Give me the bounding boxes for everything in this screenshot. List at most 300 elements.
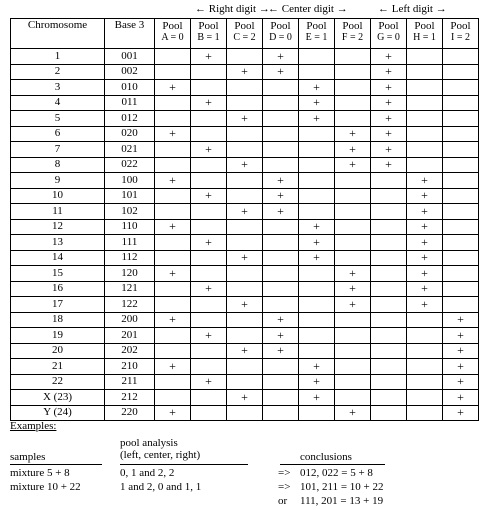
pool-cell [443, 111, 479, 127]
pool-cell [407, 142, 443, 158]
pool-cell [371, 312, 407, 328]
pool-mark: + [227, 343, 263, 359]
table-row [11, 219, 479, 235]
table-row [11, 405, 479, 421]
pool-cell [155, 343, 191, 359]
pool-mark: + [191, 328, 227, 344]
pool-cell [407, 49, 443, 65]
pool-cell [371, 188, 407, 204]
pool-cell [443, 173, 479, 189]
pool-cell [335, 343, 371, 359]
chromosome-cell: 5 [11, 111, 105, 127]
column-header-base3: Base 3 [105, 19, 155, 49]
pool-mark: + [371, 142, 407, 158]
pool-mark: + [191, 374, 227, 390]
pool-cell [155, 49, 191, 65]
pool-cell [299, 297, 335, 313]
pool-cell [371, 266, 407, 282]
pool-header [443, 19, 479, 49]
pool-cell [407, 95, 443, 111]
pool-mark: + [299, 374, 335, 390]
pool-cell [335, 49, 371, 65]
chromosome-cell: 14 [11, 250, 105, 266]
pool-cell [407, 343, 443, 359]
pool-cell [371, 281, 407, 297]
pool-header [407, 19, 443, 49]
base3-cell: 112 [105, 250, 155, 266]
pool-cell [155, 390, 191, 406]
pool-cell [263, 111, 299, 127]
pool-header [191, 19, 227, 49]
pool-cell [155, 142, 191, 158]
pool-cell [299, 266, 335, 282]
pool-cell [227, 374, 263, 390]
pool-title: Pool [306, 20, 327, 32]
pool-cell [263, 80, 299, 96]
base3-cell: 210 [105, 359, 155, 375]
pool-cell [443, 126, 479, 142]
pool-cell [263, 266, 299, 282]
table-row [11, 173, 479, 189]
pool-cell [335, 188, 371, 204]
chromosome-cell: X (23) [11, 390, 105, 406]
pool-mark: + [263, 64, 299, 80]
pool-cell [443, 219, 479, 235]
pool-cell [299, 142, 335, 158]
pool-cell [299, 328, 335, 344]
pool-cell [299, 281, 335, 297]
pool-mark: + [155, 219, 191, 235]
base3-cell: 202 [105, 343, 155, 359]
pool-mark: + [335, 142, 371, 158]
table-row [11, 80, 479, 96]
pool-title: Pool [342, 20, 363, 32]
pool-cell [191, 80, 227, 96]
pool-cell [407, 111, 443, 127]
pool-header [155, 19, 191, 49]
pool-cell [371, 297, 407, 313]
pool-analysis-underline [120, 464, 248, 465]
chromosome-cell: 2 [11, 64, 105, 80]
pool-cell [407, 390, 443, 406]
pool-cell [443, 204, 479, 220]
table-row [11, 64, 479, 80]
pool-mark: + [227, 157, 263, 173]
chromosome-cell: 19 [11, 328, 105, 344]
pool-title: Pool [234, 20, 255, 32]
pool-mark: + [155, 359, 191, 375]
pool-label: C = 2 [233, 32, 256, 43]
pool-analysis-header: pool analysis [120, 437, 178, 449]
pool-cell [191, 405, 227, 421]
pool-cell [263, 219, 299, 235]
chromosome-cell: 11 [11, 204, 105, 220]
pool-mark: + [407, 204, 443, 220]
column-header-chromosome: Chromosome [11, 19, 105, 49]
pool-mark: + [155, 312, 191, 328]
pool-mark: + [191, 281, 227, 297]
pool-cell [335, 312, 371, 328]
table-row [11, 111, 479, 127]
pool-mark: + [227, 111, 263, 127]
base3-cell: 110 [105, 219, 155, 235]
pool-mark: + [443, 359, 479, 375]
pool-cell [227, 266, 263, 282]
pool-cell [371, 235, 407, 251]
table-row [11, 95, 479, 111]
left-digit-header: ← Left digit → [378, 3, 447, 15]
pool-mark: + [407, 266, 443, 282]
pool-cell [263, 250, 299, 266]
pool-mark: + [443, 343, 479, 359]
pool-cell [263, 359, 299, 375]
pool-cell [227, 49, 263, 65]
base3-cell: 220 [105, 405, 155, 421]
pool-mark: + [407, 188, 443, 204]
pool-cell [191, 250, 227, 266]
pool-label: A = 0 [161, 32, 184, 43]
pool-cell [407, 80, 443, 96]
pool-cell [371, 359, 407, 375]
pool-mark: + [299, 95, 335, 111]
pool-mark: + [191, 142, 227, 158]
pool-mark: + [371, 80, 407, 96]
pool-mark: + [443, 374, 479, 390]
example-arrow: or [278, 495, 288, 507]
example-conclusion: 111, 201 = 13 + 19 [300, 495, 384, 507]
pool-cell [371, 204, 407, 220]
pool-cell [299, 49, 335, 65]
pool-cell [443, 188, 479, 204]
pool-cell [299, 343, 335, 359]
pool-cell [407, 374, 443, 390]
base3-cell: 111 [105, 235, 155, 251]
example-arrow: => [278, 481, 291, 493]
base3-cell: 012 [105, 111, 155, 127]
pool-cell [227, 80, 263, 96]
pool-mark: + [407, 297, 443, 313]
pool-cell [227, 281, 263, 297]
pool-mark: + [407, 281, 443, 297]
pool-header [227, 19, 263, 49]
chromosome-cell: 6 [11, 126, 105, 142]
chromosome-cell: 20 [11, 343, 105, 359]
center-digit-header: ← Center digit → [268, 3, 348, 15]
chromosome-cell: 15 [11, 266, 105, 282]
pool-mark: + [263, 188, 299, 204]
chromosome-cell: 10 [11, 188, 105, 204]
pool-mark: + [443, 405, 479, 421]
pool-label: F = 2 [341, 32, 364, 43]
base3-cell: 101 [105, 188, 155, 204]
pool-mark: + [299, 80, 335, 96]
pool-cell [263, 374, 299, 390]
pool-mark: + [227, 297, 263, 313]
table-row [11, 250, 479, 266]
pool-mark: + [155, 405, 191, 421]
pool-cell [263, 405, 299, 421]
pool-cell [299, 312, 335, 328]
base3-cell: 020 [105, 126, 155, 142]
samples-header: samples [10, 451, 46, 463]
table-row [11, 126, 479, 142]
base3-cell: 211 [105, 374, 155, 390]
pool-cell [443, 235, 479, 251]
base3-cell: 100 [105, 173, 155, 189]
pool-mark: + [191, 95, 227, 111]
pool-cell [191, 111, 227, 127]
chromosome-cell: 8 [11, 157, 105, 173]
pool-mark: + [227, 204, 263, 220]
pool-cell [191, 312, 227, 328]
pool-cell [227, 312, 263, 328]
pool-cell [263, 95, 299, 111]
table-body [11, 49, 479, 421]
pool-cell [191, 359, 227, 375]
pool-cell [227, 188, 263, 204]
pool-cell [155, 111, 191, 127]
chromosome-cell: 3 [11, 80, 105, 96]
pool-cell [191, 343, 227, 359]
pool-mark: + [191, 49, 227, 65]
pool-mark: + [371, 111, 407, 127]
pool-cell [155, 95, 191, 111]
pool-cell [407, 359, 443, 375]
pool-cell [155, 188, 191, 204]
pool-mark: + [443, 328, 479, 344]
chromosome-cell: 1 [11, 49, 105, 65]
pool-cell [263, 157, 299, 173]
pool-cell [299, 405, 335, 421]
pool-cell [371, 405, 407, 421]
pool-header [371, 19, 407, 49]
pool-header [335, 19, 371, 49]
pool-cell [263, 281, 299, 297]
pool-mark: + [371, 126, 407, 142]
pool-mark: + [335, 405, 371, 421]
pool-cell [263, 297, 299, 313]
pool-cell [443, 64, 479, 80]
base3-cell: 200 [105, 312, 155, 328]
pool-cell [335, 328, 371, 344]
chromosome-cell: 4 [11, 95, 105, 111]
pool-header [299, 19, 335, 49]
pool-mark: + [227, 64, 263, 80]
chromosome-cell: 18 [11, 312, 105, 328]
base3-cell: 011 [105, 95, 155, 111]
pool-mark: + [155, 80, 191, 96]
pool-cell [191, 266, 227, 282]
pool-title: Pool [378, 20, 399, 32]
samples-underline [10, 464, 102, 465]
pool-cell [371, 173, 407, 189]
pool-mark: + [335, 157, 371, 173]
pool-cell [407, 405, 443, 421]
base3-cell: 001 [105, 49, 155, 65]
pool-mark: + [371, 157, 407, 173]
pool-cell [335, 204, 371, 220]
base3-cell: 121 [105, 281, 155, 297]
pool-cell [263, 390, 299, 406]
pool-cell [407, 328, 443, 344]
pool-cell [335, 173, 371, 189]
pool-mark: + [299, 390, 335, 406]
pool-cell [443, 157, 479, 173]
pool-cell [227, 235, 263, 251]
pool-mark: + [407, 250, 443, 266]
conclusions-underline [280, 464, 385, 465]
chromosome-cell: 9 [11, 173, 105, 189]
pool-cell [335, 95, 371, 111]
pool-mark: + [407, 235, 443, 251]
pool-cell [191, 64, 227, 80]
pool-cell [227, 142, 263, 158]
pool-mark: + [335, 297, 371, 313]
example-conclusion: 101, 211 = 10 + 22 [300, 481, 384, 493]
table-row [11, 343, 479, 359]
pool-cell [191, 126, 227, 142]
pool-cell [335, 219, 371, 235]
pool-cell [443, 142, 479, 158]
table-row [11, 49, 479, 65]
pool-mark: + [335, 126, 371, 142]
pool-mark: + [191, 188, 227, 204]
pool-cell [443, 95, 479, 111]
chromosome-cell: 12 [11, 219, 105, 235]
pool-cell [155, 328, 191, 344]
pool-cell [191, 297, 227, 313]
pool-cell [371, 390, 407, 406]
pool-mark: + [335, 266, 371, 282]
pool-cell [227, 173, 263, 189]
base3-cell: 002 [105, 64, 155, 80]
pool-label: I = 2 [451, 32, 470, 43]
table-row [11, 297, 479, 313]
base3-cell: 122 [105, 297, 155, 313]
pool-group-headers [0, 3, 491, 17]
table-row [11, 235, 479, 251]
table-row [11, 390, 479, 406]
pool-mark: + [371, 95, 407, 111]
pool-cell [335, 64, 371, 80]
pool-cell [371, 374, 407, 390]
table-row [11, 359, 479, 375]
base3-cell: 102 [105, 204, 155, 220]
example-sample: mixture 5 + 8 [10, 467, 70, 479]
pool-cell [335, 80, 371, 96]
pool-mark: + [299, 219, 335, 235]
pool-mark: + [155, 173, 191, 189]
pool-cell [191, 173, 227, 189]
table-row [11, 204, 479, 220]
pool-title: Pool [450, 20, 471, 32]
base3-cell: 010 [105, 80, 155, 96]
table-row [11, 312, 479, 328]
example-arrow: => [278, 467, 291, 479]
example-pool-analysis: 0, 1 and 2, 2 [120, 467, 175, 479]
chromosome-cell: Y (24) [11, 405, 105, 421]
base3-cell: 212 [105, 390, 155, 406]
pool-cell [299, 157, 335, 173]
pool-mark: + [407, 219, 443, 235]
pool-label: B = 1 [197, 32, 220, 43]
pool-mark: + [155, 126, 191, 142]
pool-cell [155, 204, 191, 220]
pool-mark: + [155, 266, 191, 282]
table-row [11, 281, 479, 297]
pool-cell [371, 219, 407, 235]
pool-cell [155, 235, 191, 251]
pool-analysis-subheader: (left, center, right) [120, 449, 201, 461]
pool-cell [155, 157, 191, 173]
pool-label: H = 1 [413, 32, 436, 43]
chromosome-cell: 16 [11, 281, 105, 297]
pool-cell [227, 219, 263, 235]
table-header-row [11, 19, 479, 49]
pool-cell [191, 157, 227, 173]
pool-cell [407, 126, 443, 142]
table-row [11, 157, 479, 173]
right-digit-header: ← Right digit → [195, 3, 270, 15]
pool-cell [191, 390, 227, 406]
pool-cell [191, 219, 227, 235]
pool-mark: + [191, 235, 227, 251]
pool-cell [263, 126, 299, 142]
pool-mark: + [263, 328, 299, 344]
pool-cell [155, 297, 191, 313]
pool-cell [263, 142, 299, 158]
example-pool-analysis: 1 and 2, 0 and 1, 1 [120, 481, 202, 493]
pool-cell [407, 312, 443, 328]
pool-cell [407, 157, 443, 173]
pool-cell [227, 95, 263, 111]
pool-label: E = 1 [305, 32, 328, 43]
pool-mark: + [443, 390, 479, 406]
pool-cell [227, 405, 263, 421]
pool-mark: + [299, 359, 335, 375]
chromosome-pool-table [10, 18, 479, 421]
pool-cell [371, 250, 407, 266]
pool-mark: + [443, 312, 479, 328]
base3-cell: 120 [105, 266, 155, 282]
pool-title: Pool [162, 20, 183, 32]
pool-cell [335, 359, 371, 375]
pool-cell [443, 49, 479, 65]
pool-mark: + [263, 173, 299, 189]
pool-cell [443, 250, 479, 266]
pool-mark: + [299, 111, 335, 127]
pool-label: G = 0 [377, 32, 400, 43]
chromosome-cell: 7 [11, 142, 105, 158]
chromosome-cell: 13 [11, 235, 105, 251]
pool-cell [227, 126, 263, 142]
pool-cell [155, 281, 191, 297]
example-sample: mixture 10 + 22 [10, 481, 81, 493]
pool-mark: + [263, 49, 299, 65]
pool-mark: + [227, 390, 263, 406]
pool-cell [299, 64, 335, 80]
pool-mark: + [371, 49, 407, 65]
chromosome-cell: 17 [11, 297, 105, 313]
table-row [11, 188, 479, 204]
pool-cell [155, 374, 191, 390]
chromosome-cell: 21 [11, 359, 105, 375]
base3-cell: 021 [105, 142, 155, 158]
conclusions-header: conclusions [300, 451, 352, 463]
pool-cell [335, 374, 371, 390]
pool-cell [299, 188, 335, 204]
pool-mark: + [263, 312, 299, 328]
